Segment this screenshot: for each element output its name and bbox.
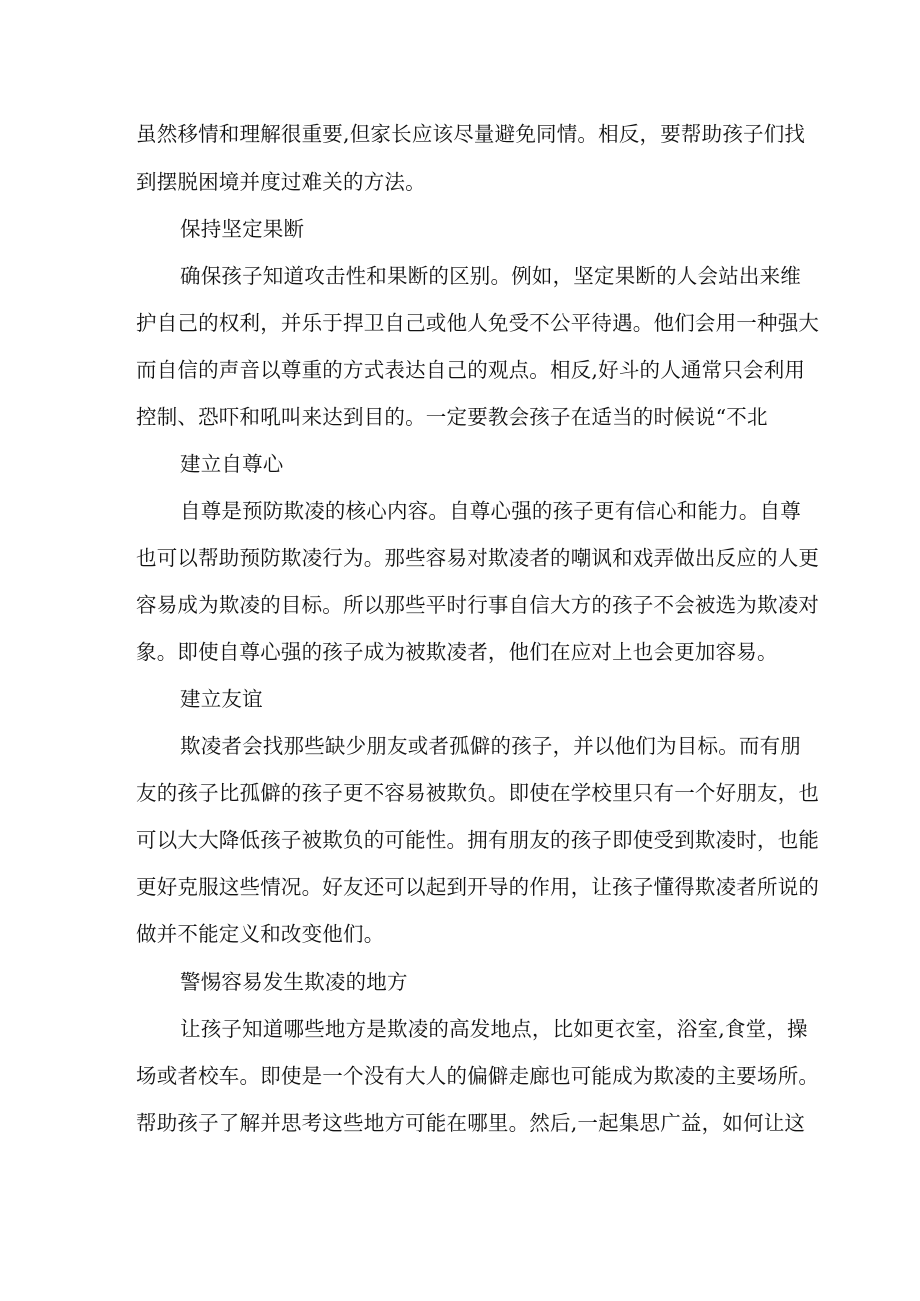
paragraph-line: 帮助孩子了解并思考这些地方可能在哪里。然后,一起集思广益，如何让这 <box>136 1111 806 1135</box>
paragraph-line: 控制、恐吓和吼叫来达到目的。一定要教会孩子在适当的时候说“不北 <box>136 405 768 429</box>
paragraph-line: 欺凌者会找那些缺少朋友或者孤僻的孩子，并以他们为目标。而有朋 <box>180 734 801 758</box>
paragraph-line: 更好克服这些情况。好友还可以起到开导的作用，让孩子懂得欺凌者所说的 <box>136 875 820 899</box>
paragraph-line: 而自信的声音以尊重的方式表达自己的观点。相反,好斗的人通常只会利用 <box>136 358 806 382</box>
paragraph-line: 让孩子知道哪些地方是欺凌的高发地点，比如更衣室，浴室,食堂，操 <box>180 1017 808 1041</box>
section-heading: 建立自尊心 <box>180 452 284 476</box>
paragraph-line: 象。即使自尊心强的孩子成为被欺凌者，他们在应对上也会更加容易。 <box>136 640 778 664</box>
paragraph-line: 可以大大降低孩子被欺负的可能性。拥有朋友的孩子即使受到欺凌时，也能 <box>136 828 820 852</box>
paragraph-line: 确保孩子知道攻击性和果断的区别。例如，坚定果断的人会站出来维 <box>180 264 801 288</box>
paragraph-line: 到摆脱困境并度过难关的方法。 <box>136 170 426 194</box>
section-heading: 建立友谊 <box>180 687 263 711</box>
paragraph-line: 场或者校车。即使是一个没有大人的偏僻走廊也可能成为欺凌的主要场所。 <box>136 1064 820 1088</box>
paragraph-line: 容易成为欺凌的目标。所以那些平时行事自信大方的孩子不会被选为欺凌对 <box>136 593 820 617</box>
paragraph-line: 虽然移情和理解很重要,但家长应该尽量避免同情。相反，要帮助孩子们找 <box>136 122 806 146</box>
paragraph-line: 自尊是预防欺凌的核心内容。自尊心强的孩子更有信心和能力。自尊 <box>180 499 801 523</box>
paragraph-line: 友的孩子比孤僻的孩子更不容易被欺负。即使在学校里只有一个好朋友，也 <box>136 781 820 805</box>
section-heading: 警惕容易发生欺凌的地方 <box>180 970 408 994</box>
section-heading: 保持坚定果断 <box>180 217 305 241</box>
paragraph-line: 做并不能定义和改变他们。 <box>136 922 385 946</box>
paragraph-line: 也可以帮助预防欺凌行为。那些容易对欺凌者的嘲讽和戏弄做出反应的人更 <box>136 546 820 570</box>
paragraph-line: 护自己的权利，并乐于捍卫自己或他人免受不公平待遇。他们会用一种强大 <box>136 311 820 335</box>
